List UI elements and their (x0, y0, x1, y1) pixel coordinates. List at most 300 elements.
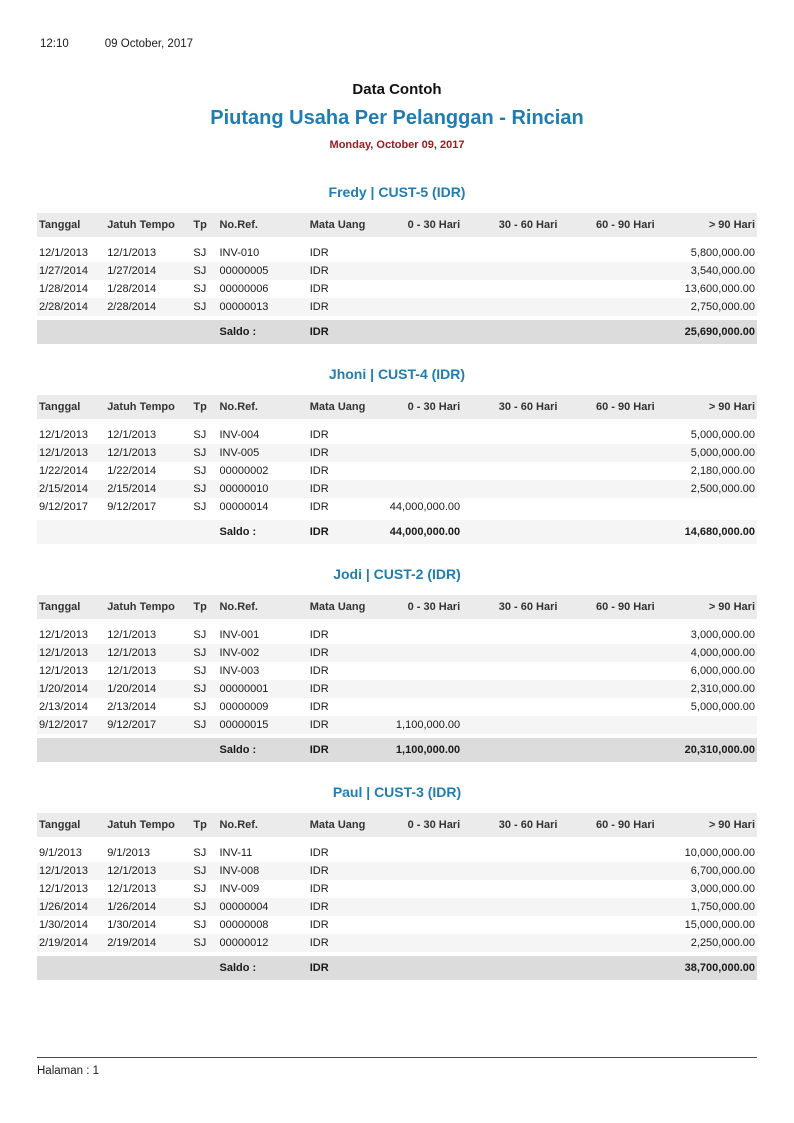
saldo-cell: 25,690,000.00 (657, 318, 757, 344)
invoice-cell: 00000014 (219, 501, 269, 513)
invoice-cell (462, 280, 559, 298)
print-date: 09 October, 2017 (104, 38, 194, 50)
column-header: > 90 Hari (657, 595, 757, 623)
invoice-cell: 15,000,000.00 (684, 919, 755, 931)
column-header: Tp (191, 395, 217, 423)
column-header: Tanggal (37, 213, 105, 241)
invoice-cell (462, 680, 559, 698)
invoice-cell: INV-003 (219, 665, 260, 677)
invoice-cell: 12/1/2013 (39, 883, 88, 895)
saldo-cell: IDR (308, 518, 366, 544)
invoice-cell: IDR (308, 644, 366, 662)
saldo-cell (191, 518, 217, 544)
saldo-row (37, 318, 757, 344)
invoice-cell (559, 498, 656, 518)
invoice-cell: SJ (193, 283, 207, 295)
invoice-row (37, 841, 757, 863)
invoice-cell: 2/13/2014 (39, 701, 88, 713)
invoice-cell: 2/15/2014 (105, 480, 191, 498)
saldo-cell (366, 954, 462, 980)
invoice-cell (366, 662, 462, 680)
invoice-cell: 2,180,000.00 (690, 465, 755, 477)
invoice-cell: 12/1/2013 (37, 862, 105, 880)
invoice-row (37, 680, 757, 698)
invoice-row (37, 480, 757, 498)
column-header: Mata Uang (308, 595, 366, 623)
sections-container (37, 184, 757, 980)
invoice-cell (462, 716, 559, 736)
invoice-cell: 12/1/2013 (39, 429, 88, 441)
saldo-cell (462, 318, 559, 344)
invoice-cell: 5,000,000.00 (657, 444, 757, 462)
invoice-cell: 2,250,000.00 (657, 934, 757, 954)
invoice-cell: 12/1/2013 (39, 665, 88, 677)
print-time: 12:10 (40, 38, 69, 50)
saldo-cell: 38,700,000.00 (657, 954, 757, 980)
invoice-cell (462, 898, 559, 916)
customer-section (37, 784, 757, 980)
invoice-cell: IDR (308, 480, 366, 498)
customer-section-title: Fredy | CUST-5 (IDR) (328, 184, 466, 200)
invoice-cell: IDR (309, 247, 329, 259)
column-header: 60 - 90 Hari (559, 595, 656, 623)
column-header: Tp (191, 813, 217, 841)
aging-table (37, 813, 757, 980)
invoice-cell: 00000010 (217, 480, 307, 498)
invoice-cell (559, 644, 656, 662)
invoice-cell (559, 280, 656, 298)
invoice-cell: 12/1/2013 (37, 644, 105, 662)
invoice-cell: 12/1/2013 (39, 629, 88, 641)
invoice-cell (559, 662, 656, 680)
invoice-cell (462, 444, 559, 462)
column-header: Tanggal (37, 813, 105, 841)
table-header-row (37, 813, 757, 841)
saldo-cell (37, 736, 105, 762)
table-header-row (37, 395, 757, 423)
column-header: 60 - 90 Hari (559, 395, 656, 423)
invoice-row (37, 644, 757, 662)
invoice-cell: 1,100,000.00 (366, 716, 462, 736)
invoice-cell: SJ (193, 247, 207, 259)
invoice-cell: IDR (309, 465, 329, 477)
invoice-cell (366, 480, 462, 498)
invoice-row (37, 862, 757, 880)
invoice-cell: IDR (308, 680, 366, 698)
saldo-cell: 20,310,000.00 (657, 736, 757, 762)
invoice-cell: SJ (191, 862, 217, 880)
invoice-cell: 44,000,000.00 (389, 501, 461, 513)
invoice-cell (559, 898, 656, 916)
invoice-cell (366, 280, 462, 298)
invoice-cell (559, 444, 656, 462)
aging-table (37, 595, 757, 762)
invoice-cell (559, 934, 656, 954)
saldo-cell (37, 518, 105, 544)
page-number-label: Halaman : 1 (37, 1065, 100, 1077)
column-header: 60 - 90 Hari (559, 813, 656, 841)
invoice-cell: SJ (193, 629, 207, 641)
saldo-cell: 44,000,000.00 (366, 518, 462, 544)
invoice-cell (462, 298, 559, 318)
invoice-cell: SJ (191, 716, 217, 736)
invoice-cell: IDR (309, 629, 329, 641)
invoice-cell (366, 423, 462, 445)
invoice-cell: 1/20/2014 (105, 680, 191, 698)
column-header: No.Ref. (217, 213, 307, 241)
invoice-cell: INV-001 (219, 629, 260, 641)
report-date: Monday, October 09, 2017 (329, 139, 465, 151)
invoice-cell: 00000001 (217, 680, 307, 698)
invoice-cell: 00000002 (219, 465, 269, 477)
invoice-cell: IDR (309, 501, 329, 513)
invoice-cell: 2/28/2014 (105, 298, 191, 318)
invoice-cell: 5,800,000.00 (690, 247, 755, 259)
saldo-cell (105, 736, 191, 762)
invoice-cell: 12/1/2013 (39, 247, 88, 259)
invoice-cell: 2,750,000.00 (657, 298, 757, 318)
invoice-cell (366, 841, 462, 863)
invoice-cell (462, 241, 559, 263)
invoice-row (37, 423, 757, 445)
invoice-cell (462, 262, 559, 280)
invoice-cell (559, 680, 656, 698)
invoice-cell: 00000013 (217, 298, 307, 318)
column-header: > 90 Hari (657, 213, 757, 241)
invoice-cell: 9/1/2013 (107, 847, 151, 859)
invoice-cell: SJ (193, 665, 207, 677)
column-header: 0 - 30 Hari (366, 213, 462, 241)
saldo-cell (37, 954, 105, 980)
page-meta (37, 38, 757, 50)
invoice-cell (657, 498, 757, 518)
invoice-cell: 12/1/2013 (107, 629, 157, 641)
invoice-cell: 00000008 (219, 919, 269, 931)
invoice-cell: 00000005 (217, 262, 307, 280)
invoice-cell (462, 880, 559, 898)
invoice-cell (462, 623, 559, 645)
invoice-cell: 00000012 (217, 934, 307, 954)
invoice-cell: 2/13/2014 (107, 701, 157, 713)
invoice-cell: SJ (193, 919, 207, 931)
invoice-row (37, 934, 757, 954)
invoice-cell: SJ (191, 262, 217, 280)
saldo-cell (37, 318, 105, 344)
invoice-cell: 1/28/2014 (39, 283, 88, 295)
invoice-cell: 12/1/2013 (107, 883, 157, 895)
invoice-cell: SJ (191, 480, 217, 498)
invoice-cell: 3,000,000.00 (690, 883, 755, 895)
invoice-cell: IDR (309, 429, 329, 441)
invoice-cell: 12/1/2013 (107, 429, 157, 441)
customer-section (37, 184, 757, 344)
invoice-row (37, 462, 757, 480)
saldo-row (37, 954, 757, 980)
column-header: Tanggal (37, 595, 105, 623)
company-name: Data Contoh (352, 81, 442, 98)
saldo-row (37, 518, 757, 544)
invoice-row (37, 716, 757, 736)
invoice-cell: SJ (193, 701, 207, 713)
invoice-cell: 12/1/2013 (105, 444, 191, 462)
invoice-cell (366, 916, 462, 934)
column-header: 30 - 60 Hari (462, 813, 559, 841)
invoice-cell: 3,000,000.00 (690, 629, 755, 641)
invoice-cell (559, 298, 656, 318)
invoice-cell: 9/12/2017 (39, 501, 88, 513)
saldo-cell: Saldo : (217, 736, 307, 762)
invoice-cell: SJ (193, 883, 207, 895)
saldo-cell (462, 736, 559, 762)
saldo-cell (191, 318, 217, 344)
invoice-cell: INV-11 (219, 847, 253, 859)
invoice-cell: INV-009 (219, 883, 260, 895)
invoice-cell: 1/27/2014 (105, 262, 191, 280)
invoice-cell: SJ (191, 298, 217, 318)
invoice-cell: INV-008 (217, 862, 307, 880)
invoice-cell (366, 862, 462, 880)
invoice-cell: 3,540,000.00 (657, 262, 757, 280)
saldo-cell: IDR (308, 318, 366, 344)
invoice-cell: 00000006 (219, 283, 269, 295)
invoice-cell: 1/20/2014 (37, 680, 105, 698)
column-header: Tp (191, 213, 217, 241)
invoice-cell: SJ (191, 934, 217, 954)
saldo-cell (191, 954, 217, 980)
invoice-cell: SJ (193, 465, 207, 477)
column-header: Tp (191, 595, 217, 623)
invoice-cell (462, 423, 559, 445)
invoice-cell: 2/19/2014 (105, 934, 191, 954)
invoice-cell: 6,700,000.00 (657, 862, 757, 880)
invoice-row (37, 241, 757, 263)
column-header: 0 - 30 Hari (366, 813, 462, 841)
invoice-cell (366, 644, 462, 662)
invoice-cell: IDR (308, 716, 366, 736)
column-header: Tanggal (37, 395, 105, 423)
invoice-cell: IDR (309, 283, 329, 295)
saldo-cell: IDR (308, 736, 366, 762)
invoice-cell: IDR (309, 665, 329, 677)
invoice-cell: 9/1/2013 (39, 847, 82, 859)
saldo-cell (105, 954, 191, 980)
column-header: No.Ref. (217, 595, 307, 623)
invoice-cell: 1/30/2014 (107, 919, 157, 931)
invoice-cell (366, 880, 462, 898)
invoice-cell (462, 498, 559, 518)
invoice-cell (559, 462, 656, 480)
invoice-cell (559, 241, 656, 263)
customer-section-title: Jodi | CUST-2 (IDR) (333, 566, 461, 582)
invoice-cell: 2/15/2014 (37, 480, 105, 498)
invoice-cell: 5,000,000.00 (690, 701, 755, 713)
table-header-row (37, 595, 757, 623)
invoice-cell: 12/1/2013 (105, 862, 191, 880)
invoice-cell: 10,000,000.00 (684, 847, 755, 859)
column-header: 30 - 60 Hari (462, 213, 559, 241)
invoice-cell: 1/22/2014 (107, 465, 157, 477)
saldo-cell (462, 518, 559, 544)
invoice-cell (462, 862, 559, 880)
invoice-cell (559, 623, 656, 645)
invoice-row (37, 698, 757, 716)
invoice-cell (366, 698, 462, 716)
customer-section-title: Jhoni | CUST-4 (IDR) (328, 366, 466, 382)
invoice-cell: 12/1/2013 (105, 644, 191, 662)
column-header: > 90 Hari (657, 395, 757, 423)
invoice-row (37, 262, 757, 280)
invoice-cell (366, 898, 462, 916)
saldo-cell (559, 518, 656, 544)
invoice-cell (559, 698, 656, 716)
invoice-row (37, 880, 757, 898)
invoice-cell (559, 880, 656, 898)
invoice-cell: 13,600,000.00 (684, 283, 755, 295)
invoice-cell (366, 241, 462, 263)
column-header: Mata Uang (308, 813, 366, 841)
saldo-cell (191, 736, 217, 762)
invoice-cell (559, 716, 656, 736)
column-header: Mata Uang (308, 213, 366, 241)
invoice-cell: IDR (308, 444, 366, 462)
invoice-cell: IDR (308, 862, 366, 880)
saldo-cell: Saldo : (217, 318, 307, 344)
invoice-cell: 00000009 (219, 701, 269, 713)
invoice-cell (462, 934, 559, 954)
invoice-cell: 2,310,000.00 (657, 680, 757, 698)
invoice-cell (559, 480, 656, 498)
invoice-cell (366, 262, 462, 280)
invoice-cell (559, 862, 656, 880)
invoice-cell: IDR (309, 919, 329, 931)
report-title: Piutang Usaha Per Pelanggan - Rincian (210, 107, 584, 129)
invoice-cell: 1/27/2014 (37, 262, 105, 280)
invoice-cell (366, 680, 462, 698)
invoice-row (37, 444, 757, 462)
invoice-row (37, 498, 757, 518)
saldo-cell (105, 318, 191, 344)
invoice-cell: SJ (193, 847, 207, 859)
invoice-cell: 2/28/2014 (37, 298, 105, 318)
invoice-cell: 2,500,000.00 (657, 480, 757, 498)
saldo-cell: 1,100,000.00 (366, 736, 462, 762)
invoice-cell: 1/30/2014 (39, 919, 88, 931)
invoice-cell (462, 480, 559, 498)
invoice-row (37, 623, 757, 645)
aging-table (37, 395, 757, 544)
invoice-cell (366, 623, 462, 645)
saldo-cell: Saldo : (217, 518, 307, 544)
column-header: Jatuh Tempo (105, 813, 191, 841)
invoice-cell (462, 698, 559, 716)
invoice-cell: 12/1/2013 (107, 247, 157, 259)
invoice-cell: 00000015 (217, 716, 307, 736)
invoice-cell: SJ (191, 680, 217, 698)
invoice-cell (366, 934, 462, 954)
invoice-cell (366, 298, 462, 318)
invoice-cell (462, 644, 559, 662)
invoice-cell: INV-002 (217, 644, 307, 662)
saldo-cell (559, 954, 656, 980)
column-header: Jatuh Tempo (105, 395, 191, 423)
saldo-cell: Saldo : (217, 954, 307, 980)
column-header: 60 - 90 Hari (559, 213, 656, 241)
invoice-row (37, 280, 757, 298)
column-header: > 90 Hari (657, 813, 757, 841)
invoice-cell (559, 916, 656, 934)
table-header-row (37, 213, 757, 241)
invoice-cell: SJ (193, 501, 207, 513)
column-header: 30 - 60 Hari (462, 595, 559, 623)
saldo-cell (366, 318, 462, 344)
saldo-cell (559, 318, 656, 344)
invoice-cell: 1/26/2014 (105, 898, 191, 916)
invoice-row (37, 662, 757, 680)
column-header: 30 - 60 Hari (462, 395, 559, 423)
invoice-cell: 1/26/2014 (37, 898, 105, 916)
customer-section-title: Paul | CUST-3 (IDR) (332, 784, 462, 800)
column-header: Mata Uang (308, 395, 366, 423)
invoice-cell: 1,750,000.00 (657, 898, 757, 916)
invoice-cell (462, 662, 559, 680)
aging-table (37, 213, 757, 344)
invoice-cell: 12/1/2013 (107, 665, 157, 677)
invoice-cell: INV-010 (219, 247, 260, 259)
saldo-cell: 14,680,000.00 (657, 518, 757, 544)
customer-section (37, 366, 757, 544)
invoice-cell: 5,000,000.00 (690, 429, 755, 441)
invoice-cell (559, 423, 656, 445)
column-header: No.Ref. (217, 395, 307, 423)
column-header: 0 - 30 Hari (366, 595, 462, 623)
invoice-row (37, 298, 757, 318)
column-header: 0 - 30 Hari (366, 395, 462, 423)
invoice-cell (462, 462, 559, 480)
invoice-row (37, 916, 757, 934)
invoice-cell: 4,000,000.00 (657, 644, 757, 662)
invoice-cell: IDR (309, 847, 329, 859)
invoice-cell: IDR (308, 298, 366, 318)
invoice-cell: SJ (193, 429, 207, 441)
invoice-cell: SJ (191, 444, 217, 462)
invoice-cell: 12/1/2013 (37, 444, 105, 462)
saldo-row (37, 736, 757, 762)
invoice-cell (366, 444, 462, 462)
invoice-cell: 9/12/2017 (107, 501, 157, 513)
invoice-cell: 1/28/2014 (107, 283, 157, 295)
column-header: Jatuh Tempo (105, 595, 191, 623)
invoice-row (37, 898, 757, 916)
invoice-cell (462, 916, 559, 934)
invoice-cell (366, 462, 462, 480)
customer-section (37, 566, 757, 762)
invoice-cell: INV-005 (217, 444, 307, 462)
invoice-cell: IDR (308, 262, 366, 280)
saldo-cell: IDR (308, 954, 366, 980)
invoice-cell: 2/19/2014 (37, 934, 105, 954)
invoice-cell: INV-004 (219, 429, 260, 441)
saldo-cell (559, 736, 656, 762)
invoice-cell: IDR (308, 934, 366, 954)
invoice-cell: SJ (191, 898, 217, 916)
saldo-cell (105, 518, 191, 544)
invoice-cell: 9/12/2017 (105, 716, 191, 736)
saldo-cell (462, 954, 559, 980)
page-footer (37, 1057, 757, 1077)
invoice-cell: 00000004 (217, 898, 307, 916)
invoice-cell: IDR (308, 898, 366, 916)
invoice-cell (462, 841, 559, 863)
